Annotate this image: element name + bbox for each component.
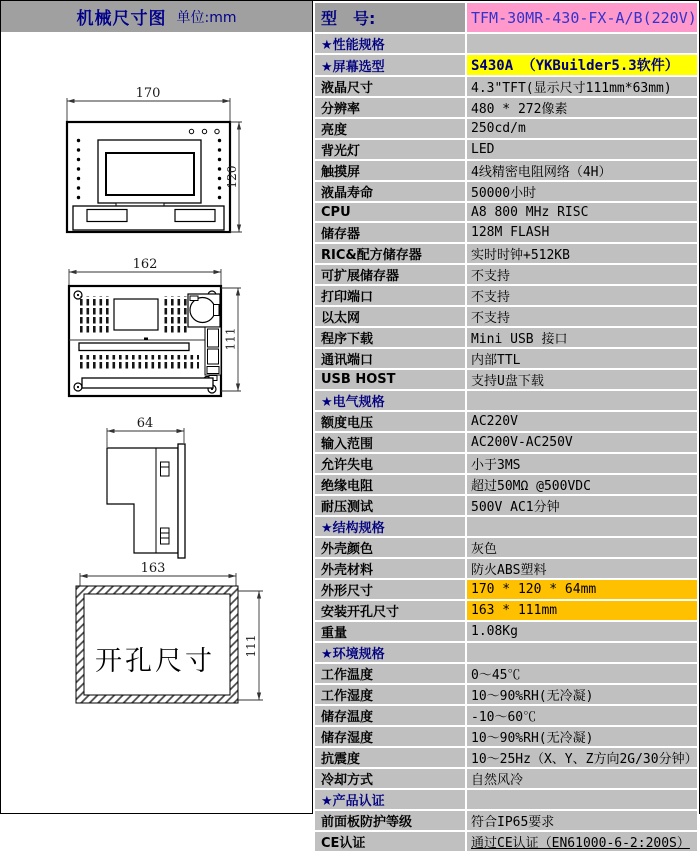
- spec-value: 符合IP65要求: [467, 811, 697, 830]
- spec-label: 工作湿度: [315, 685, 465, 704]
- spec-value: 4线精密电阻网络（4H）: [467, 161, 697, 180]
- spec-label: CPU: [315, 203, 465, 221]
- spec-label: 分辨率: [315, 98, 465, 117]
- spec-row: [315, 140, 697, 159]
- spec-row: [315, 454, 697, 473]
- spec-section-row: [315, 34, 697, 53]
- spec-label: 外壳颜色: [315, 538, 465, 557]
- spec-value: 10～25Hz（X、Y、Z方向2G/30分钟）: [467, 748, 697, 767]
- spec-value: [467, 34, 697, 53]
- spec-section-row: [315, 517, 697, 536]
- spec-value: 50000小时: [467, 182, 697, 201]
- spec-row: [315, 706, 697, 725]
- spec-row: [315, 370, 697, 389]
- spec-value: 内部TTL: [467, 349, 697, 368]
- spec-row: [315, 433, 697, 452]
- spec-label: ★环境规格: [315, 643, 465, 662]
- spec-value: 0～45℃: [467, 664, 697, 683]
- spec-label: 安装开孔尺寸: [315, 601, 465, 620]
- spec-row: [315, 601, 697, 620]
- back-vent-right: [161, 296, 189, 335]
- spec-value: 超过50MΩ @500VDC: [467, 475, 697, 494]
- spec-value: 不支持: [467, 265, 697, 284]
- spec-section-row: [315, 790, 697, 809]
- spec-value: 不支持: [467, 307, 697, 326]
- spec-row: [315, 223, 697, 242]
- spec-row: [315, 412, 697, 431]
- back-vent-bottom: [78, 355, 199, 371]
- spec-value: 支持U盘下载: [467, 370, 697, 389]
- spec-label: 额度电压: [315, 412, 465, 431]
- spec-row: [315, 475, 697, 494]
- mechanical-drawing-panel: [1, 1, 313, 813]
- spec-label: ★性能规格: [315, 34, 465, 53]
- spec-row: [315, 98, 697, 117]
- back-width-dim: 162: [132, 257, 158, 272]
- cutout-width-dim: 163: [140, 561, 166, 576]
- spec-value: 灰色: [467, 538, 697, 557]
- spec-table-body: [315, 34, 697, 851]
- spec-label: 绝缘电阻: [315, 475, 465, 494]
- spec-value: [467, 517, 697, 536]
- spec-value: 4.3"TFT(显示尺寸111mm*63mm): [467, 77, 697, 96]
- spec-row: [315, 559, 697, 578]
- cutout-height-dim: 111: [244, 634, 258, 658]
- spec-value: 163 * 111mm: [467, 601, 697, 620]
- spec-value: [467, 790, 697, 809]
- spec-row: [315, 182, 697, 201]
- spec-label: USB HOST: [315, 370, 465, 389]
- spec-value: [467, 391, 697, 410]
- front-height-dim: 120: [225, 165, 239, 189]
- spec-value: S430A （YKBuilder5.3软件）: [467, 55, 697, 75]
- spec-row: [315, 307, 697, 326]
- spec-value: 170 * 120 * 64mm: [467, 580, 697, 599]
- spec-label: 抗震度: [315, 748, 465, 767]
- spec-label: 外壳材料: [315, 559, 465, 578]
- spec-value: 250cd/m: [467, 119, 697, 138]
- spec-value: 实时时钟+512KB: [467, 244, 697, 263]
- spec-label: CE认证: [315, 832, 465, 851]
- spec-row: [315, 349, 697, 368]
- spec-value: 480 * 272像素: [467, 98, 697, 117]
- spec-row: [315, 580, 697, 599]
- spec-label: 可扩展储存器: [315, 265, 465, 284]
- drawing-title: 机械尺寸图: [76, 9, 167, 29]
- back-port-column: [205, 327, 221, 381]
- spec-label: 通讯端口: [315, 349, 465, 368]
- spec-label: 亮度: [315, 119, 465, 138]
- spec-panel: [313, 1, 699, 851]
- spec-label: 耐压测试: [315, 496, 465, 515]
- spec-row: [315, 664, 697, 683]
- spec-value: 10～90%RH(无冷凝): [467, 727, 697, 746]
- spec-label: 程序下载: [315, 328, 465, 347]
- spec-value: 通过CE认证（EN61000-6-2:200S）: [467, 832, 697, 851]
- spec-row: [315, 265, 697, 284]
- spec-label: 重量: [315, 622, 465, 641]
- front-width-dim: 170: [135, 86, 161, 101]
- spec-row: [315, 244, 697, 263]
- spec-row: [315, 769, 697, 788]
- model-value: TFM-30MR-430-FX-A/B(220V): [467, 3, 697, 32]
- spec-label: RIC&配方储存器: [315, 244, 465, 263]
- spec-row: [315, 538, 697, 557]
- back-battery: [188, 294, 220, 327]
- spec-row: [315, 748, 697, 767]
- dimension-drawings: [1, 1, 312, 813]
- spec-label: 前面板防护等级: [315, 811, 465, 830]
- spec-label: 液晶寿命: [315, 182, 465, 201]
- spec-value: 自然风冷: [467, 769, 697, 788]
- spec-label: ★产品认证: [315, 790, 465, 809]
- spec-row: [315, 55, 697, 75]
- spec-label: 储存温度: [315, 706, 465, 725]
- spec-row: [315, 727, 697, 746]
- spec-label: ★结构规格: [315, 517, 465, 536]
- spec-value: 1.08Kg: [467, 622, 697, 641]
- spec-row: [315, 811, 697, 830]
- spec-value: [467, 643, 697, 662]
- spec-row: [315, 161, 697, 180]
- spec-value: AC200V-AC250V: [467, 433, 697, 452]
- spec-row: [315, 832, 697, 851]
- spec-value: 10～90%RH(无冷凝): [467, 685, 697, 704]
- spec-label: ★屏幕选型: [315, 55, 465, 75]
- spec-section-row: [315, 643, 697, 662]
- spec-row: [315, 286, 697, 305]
- spec-label: 工作温度: [315, 664, 465, 683]
- back-vent-left: [78, 296, 109, 335]
- cutout-label: 开孔尺寸: [95, 646, 215, 677]
- spec-row: [315, 77, 697, 96]
- spec-section-row: [315, 391, 697, 410]
- front-view-drawing: [67, 86, 242, 232]
- spec-value: 不支持: [467, 286, 697, 305]
- side-depth-dim: 64: [136, 416, 154, 431]
- spec-label: 输入范围: [315, 433, 465, 452]
- spec-label: 打印端口: [315, 286, 465, 305]
- spec-row: [315, 496, 697, 515]
- spec-table: [313, 1, 699, 853]
- side-view-drawing: [107, 416, 185, 558]
- back-height-dim: 111: [223, 327, 238, 351]
- spec-label: ★电气规格: [315, 391, 465, 410]
- spec-label: 储存湿度: [315, 727, 465, 746]
- spec-value: 小于3MS: [467, 454, 697, 473]
- spec-label: 冷却方式: [315, 769, 465, 788]
- spec-label: 储存器: [315, 223, 465, 242]
- spec-label: 外形尺寸: [315, 580, 465, 599]
- spec-value: -10～60℃: [467, 706, 697, 725]
- model-label: 型 号:: [315, 3, 465, 32]
- spec-label: 触摸屏: [315, 161, 465, 180]
- spec-value: A8 800 MHz RISC: [467, 203, 697, 221]
- spec-label: 背光灯: [315, 140, 465, 159]
- spec-label: 允许失电: [315, 454, 465, 473]
- model-row: [315, 3, 697, 32]
- spec-row: [315, 685, 697, 704]
- spec-row: [315, 119, 697, 138]
- cutout-drawing: [76, 561, 263, 703]
- spec-value: Mini USB 接口: [467, 328, 697, 347]
- spec-value: 500V AC1分钟: [467, 496, 697, 515]
- spec-label: 以太网: [315, 307, 465, 326]
- spec-label: 液晶尺寸: [315, 77, 465, 96]
- spec-value: LED: [467, 140, 697, 159]
- back-view-drawing: [69, 257, 241, 396]
- spec-value: 防火ABS塑料: [467, 559, 697, 578]
- spec-value: AC220V: [467, 412, 697, 431]
- spec-row: [315, 622, 697, 641]
- spec-row: [315, 203, 697, 221]
- drawing-unit-label: 单位:mm: [176, 9, 237, 26]
- spec-value: 128M FLASH: [467, 223, 697, 242]
- spec-row: [315, 328, 697, 347]
